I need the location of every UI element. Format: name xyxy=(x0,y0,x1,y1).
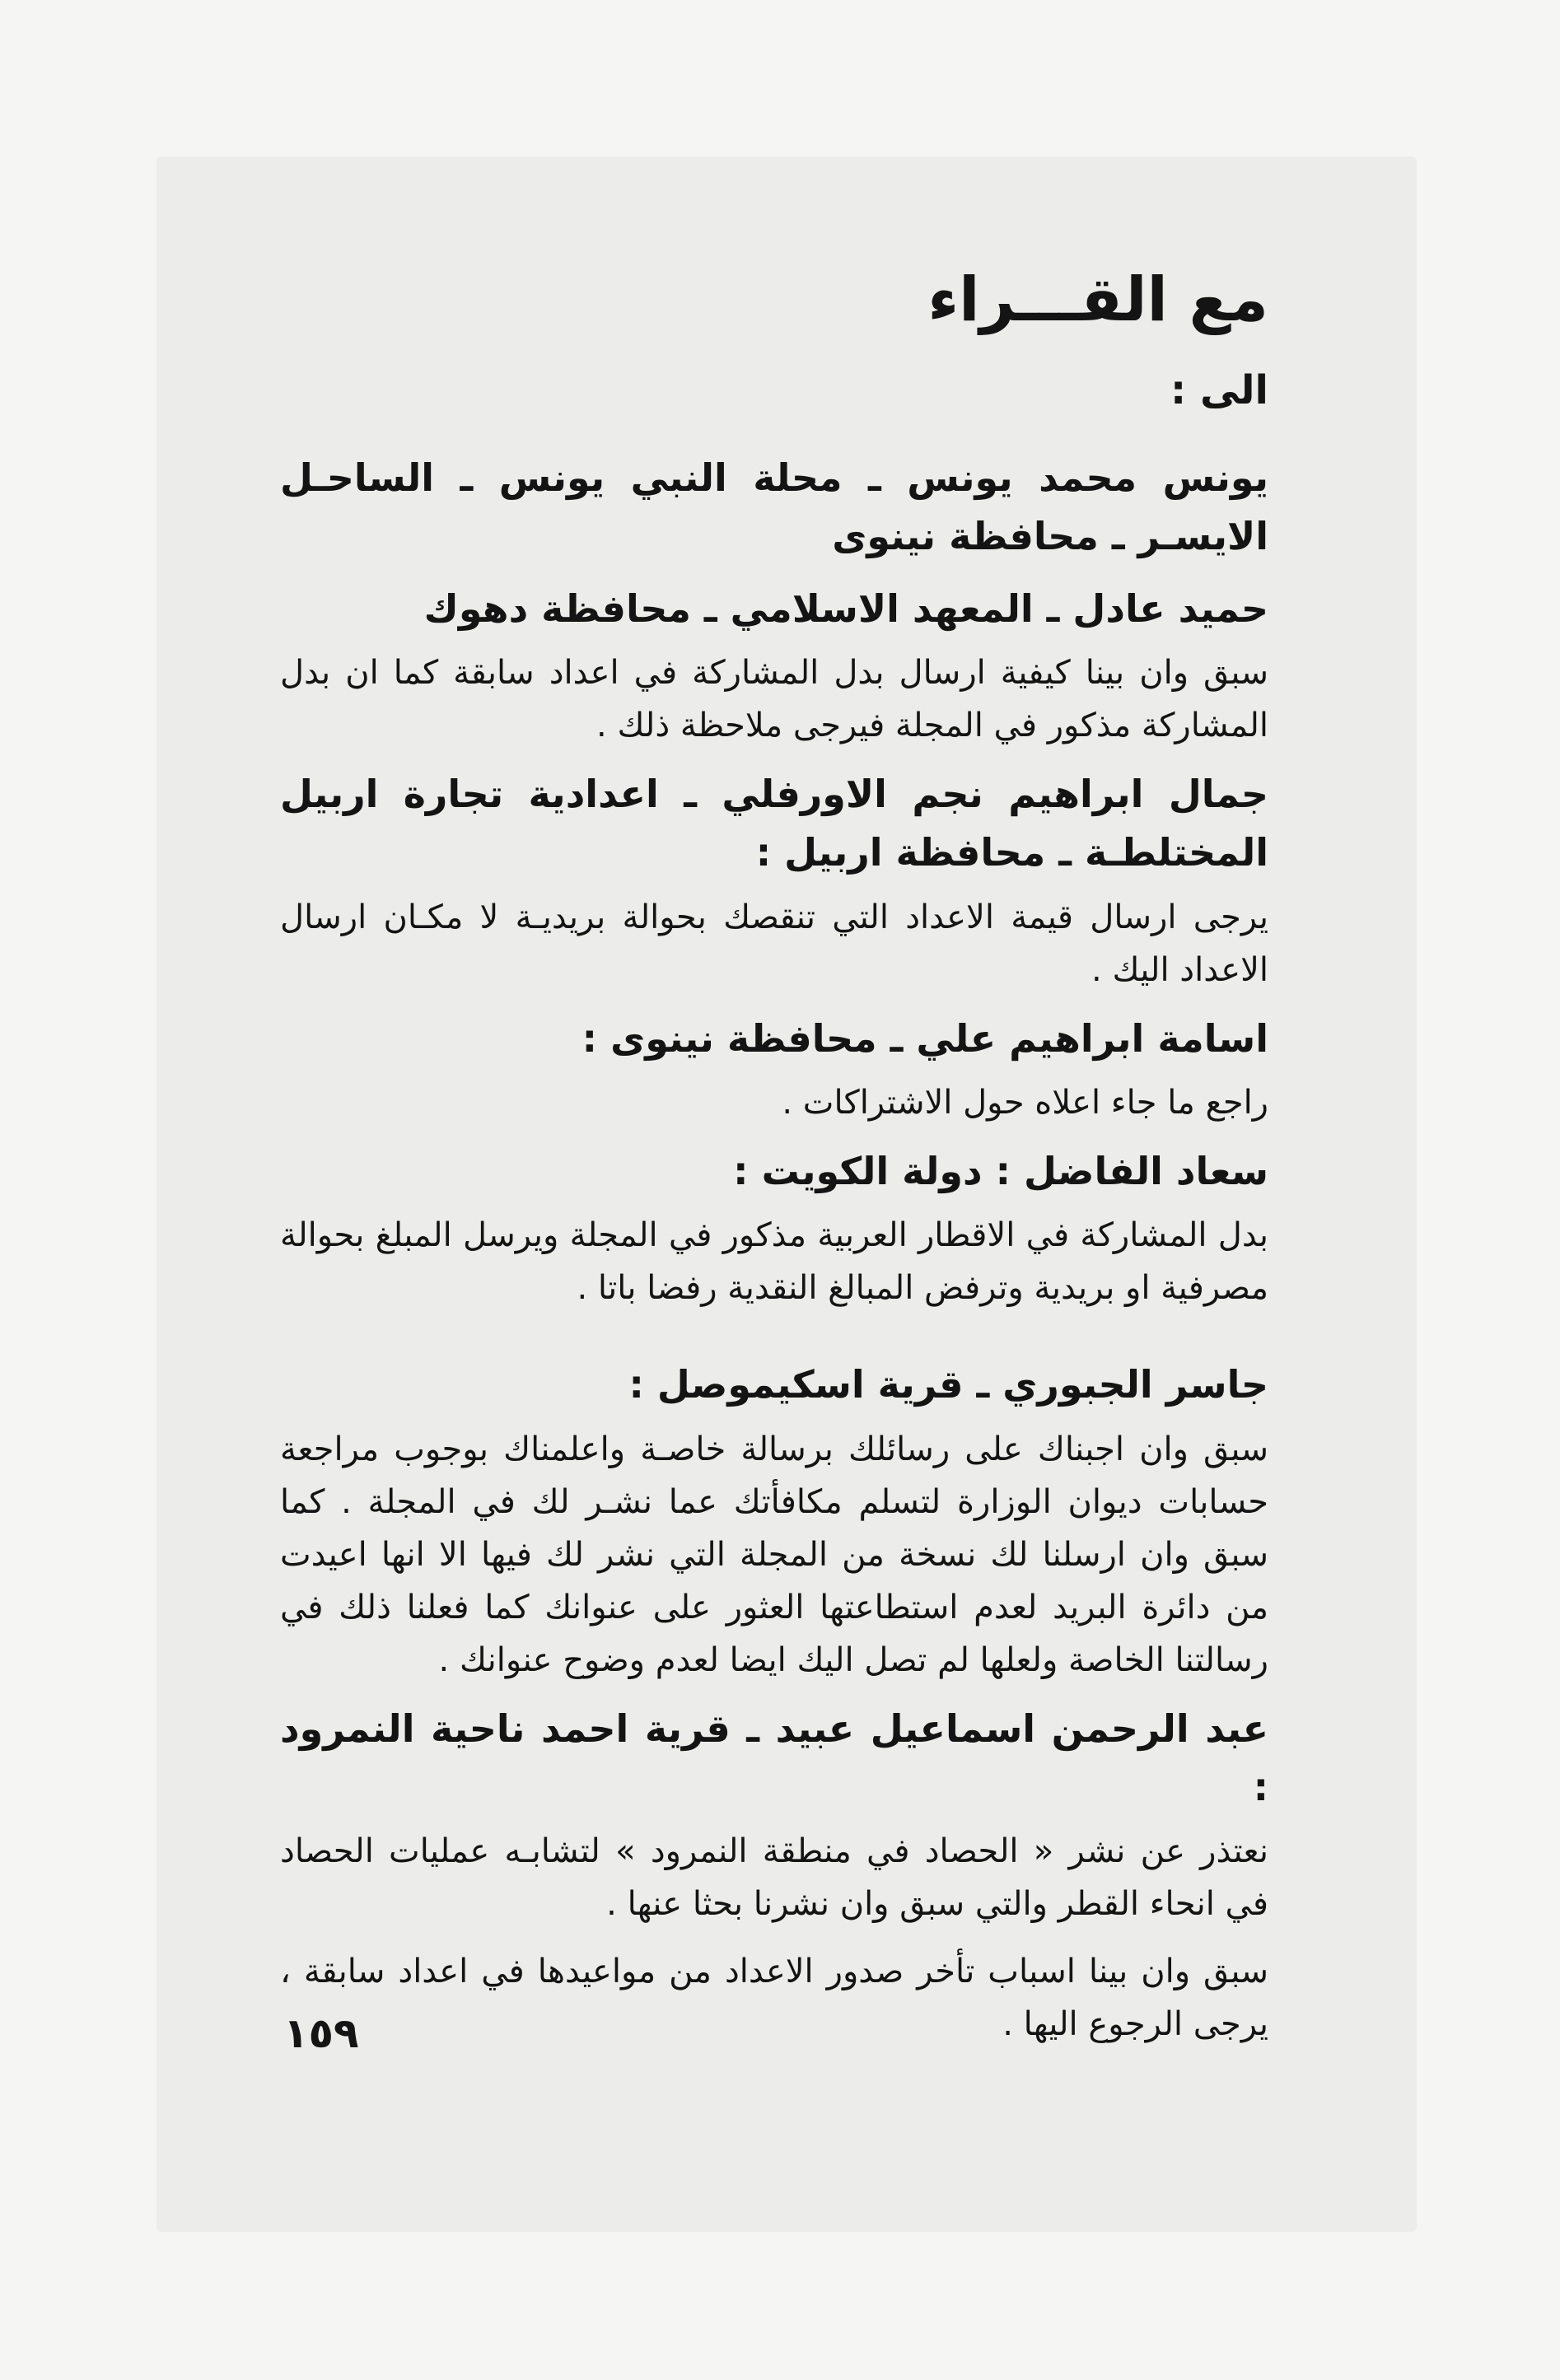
entry-heading: سعاد الفاضل : دولة الكويت : xyxy=(733,1148,1268,1193)
entry-reply: سبق وان بينا كيفية ارسال بدل المشاركة في اعداد سابقة كما ان بدل المشاركة مذكور في المجلة فيرجى ملاحظة ذلك . xyxy=(280,654,1268,745)
entry-heading: جاسر الجبوري ـ قرية اسكيموصل : xyxy=(628,1362,1268,1407)
letter-entry-6 xyxy=(280,1356,1268,1686)
entry-heading: جمال ابراهيم نجم الاورفلي ـ اعدادية تجارة اربيل المختلطـة ـ محافظة اربيل : xyxy=(280,772,1268,875)
entry-heading: عبد الرحمن اسماعيل عبيد ـ قرية احمد ناحية النمرود : xyxy=(280,1706,1268,1809)
letter-entry-2 xyxy=(280,580,1268,752)
section-title: مع القـــراء xyxy=(927,264,1268,335)
to-label: الى : xyxy=(1170,366,1268,413)
closing-note: سبق وان بينا اسباب تأخر صدور الاعداد من مواعيدها في اعداد سابقة ، يرجى الرجوع اليها . xyxy=(280,1953,1268,2044)
readers-column xyxy=(280,264,1268,2051)
letter-entry-7 xyxy=(280,1700,1268,1931)
entry-reply: راجع ما جاء اعلاه حول الاشتراكات . xyxy=(782,1083,1268,1122)
entry-reply: نعتذر عن نشر « الحصاد في منطقة النمرود » لتشابـه عمليات الحصاد في انحاء القطر والتي سبق وان نشرنا بحثا عنها . xyxy=(280,1832,1268,1924)
letter-entry-3 xyxy=(280,765,1268,996)
entry-reply: بدل المشاركة في الاقطار العربية مذكور في المجلة ويرسل المبلغ بحوالة مصرفية او بريدية وترفض المبالغ النقدية رفضا باتا . xyxy=(280,1216,1268,1308)
entry-reply: يرجى ارسال قيمة الاعداد التي تنقصك بحوالة بريديـة لا مكـان ارسال الاعداد اليك . xyxy=(280,898,1268,989)
page-number: ١٥٩ xyxy=(283,2009,359,2057)
letter-entry-4 xyxy=(280,1010,1268,1129)
letter-entry-1 xyxy=(280,449,1268,567)
entry-heading: اسامة ابراهيم علي ـ محافظة نينوى : xyxy=(581,1015,1268,1061)
entry-reply: سبق وان اجبناك على رسائلك برسالة خاصـة واعلمناك بوجوب مراجعة حسابات ديوان الوزارة لتسلم مكافأتك عما نشـر لك في المجلة . كما سبق وان ارسلنا لك نسخة من المجلة التي نشر لك فيها الا انها اعيدت من دائرة البريد لعدم استطاعتها العثور على عنوانك كما فعلنا ذلك في رسالتنا الخاصة ولعلها لم تصل اليك ايضا لعدم وضوح عنوانك . xyxy=(280,1430,1268,1679)
letter-entry-5 xyxy=(280,1142,1268,1314)
entry-heading: حميد عادل ـ المعهد الاسلامي ـ محافظة دهوك xyxy=(423,586,1268,631)
entry-heading: يونس محمد يونس ـ محلة النبي يونس ـ الساحـل الايسـر ـ محافظة نينوى xyxy=(280,455,1268,559)
